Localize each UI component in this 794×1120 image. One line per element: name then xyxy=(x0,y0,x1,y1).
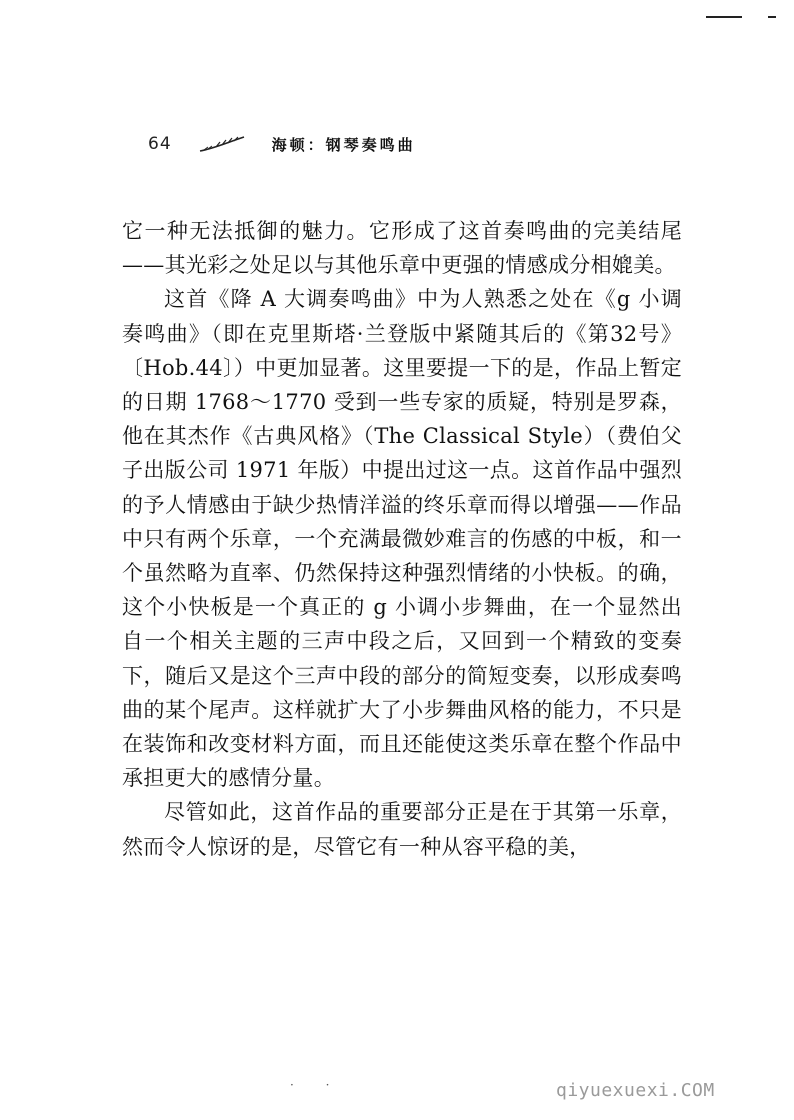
book-title: 海顿：钢琴奏鸣曲 xyxy=(271,135,416,154)
corner-mark xyxy=(768,16,776,18)
footer-dots: · · xyxy=(290,1078,344,1092)
corner-mark xyxy=(706,16,742,18)
paragraph: 这首《降 A 大调奏鸣曲》中为人熟悉之处在《g 小调奏鸣曲》（即在克里斯塔·兰登版中紧随其后的《第32号》〔Hob.44〕）中更加显著。这里要提一下的是，作品上暂定的日期 1768～1770 受到一些专家的质疑，特别是罗森，他在其杰作《古典风格》（The Classical Style）（费伯父子出版公司 1971 年版）中提出过这一点。这首作品中强烈的予人情感由于缺少热情洋溢的终乐章而得以增强——作品中只有两个乐章，一个充满最微妙难言的伤感的中板，和一个虽然略为直率、仍然保持这种强烈情绪的小快板。的确，这个小快板是一个真正的 g 小调小步舞曲，在一个显然出自一个相关主题的三声中段之后，又回到一个精致的变奏下，随后又是这个三声中段的部分的简短变奏，以形成奏鸣曲的某个尾声。这样就扩大了小步舞曲风格的能力，不只是在装饰和改变材料方面，而且还能使这类乐章在整个作品中承担更大的感情分量。 xyxy=(122,287,682,791)
page-number: 64 xyxy=(148,134,172,154)
paragraph: 它一种无法抵御的魅力。它形成了这首奏鸣曲的完美结尾——其光彩之处足以与其他乐章中更强的情感成分相媲美。 xyxy=(122,219,682,278)
feather-ornament-icon xyxy=(198,135,246,153)
watermark: qiyuexuexi.COM xyxy=(556,1080,715,1101)
paragraph: 尽管如此，这首作品的重要部分正是在于其第一乐章，然而令人惊讶的是，尽管它有一种从容平稳的美， xyxy=(122,800,682,859)
body-text xyxy=(122,214,682,864)
running-head xyxy=(148,130,416,158)
